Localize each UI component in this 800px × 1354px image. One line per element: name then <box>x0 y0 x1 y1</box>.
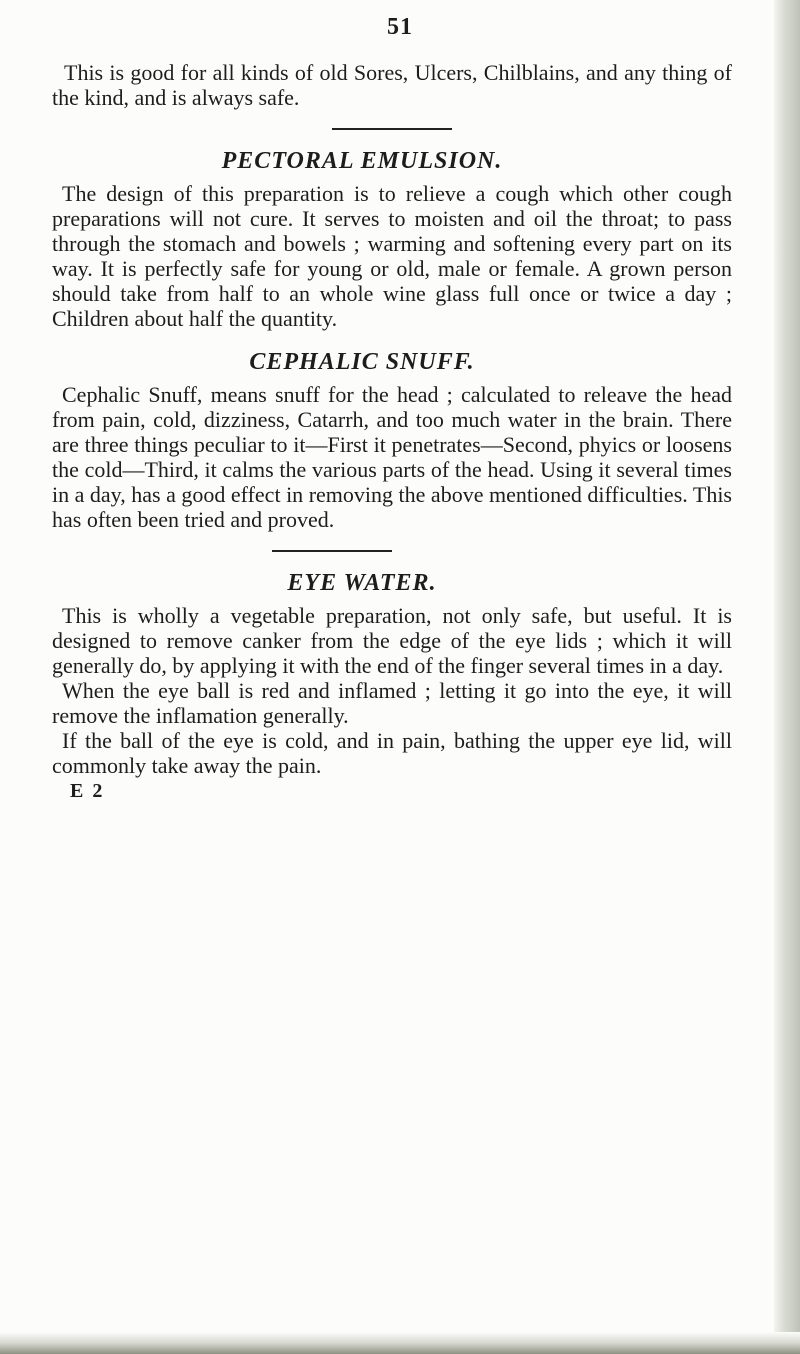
section-heading: PECTORAL EMULSION. <box>221 148 503 174</box>
section-heading: CEPHALIC SNUFF. <box>249 349 475 375</box>
section-cephalic-snuff <box>52 349 732 532</box>
section-paragraph: The design of this preparation is to relieve a cough which other cough preparations will not cure. It serves to moisten and oil the throat; to pass through the stomach and bowels ; warming and softening every part on its way. It is perfectly safe for young or old, male or female. A grown person should take from half to an whole wine glass full once or twice a day ; Children about half the quantity. <box>52 181 732 331</box>
section-paragraph: This is wholly a vegetable preparation, not only safe, but useful. It is designed to remove canker from the edge of the eye lids ; which it will generally do, by applying it with the end of the finger several times in a day. <box>52 603 732 678</box>
section-heading: EYE WATER. <box>287 570 437 596</box>
section-eye-water <box>52 570 732 778</box>
page-content <box>52 60 732 803</box>
section-pectoral-emulsion <box>52 148 732 331</box>
section-paragraph: If the ball of the eye is cold, and in pain, bathing the upper eye lid, will commonly take away the pain. <box>52 728 732 778</box>
section-divider <box>332 128 452 130</box>
section-divider <box>272 550 392 552</box>
intro-paragraph: This is good for all kinds of old Sores, Ulcers, Chilblains, and any thing of the kind, and is always safe. <box>52 60 732 110</box>
section-paragraph: When the eye ball is red and inflamed ; letting it go into the eye, it will remove the inflamation generally. <box>52 678 732 728</box>
page-number: 51 <box>387 14 413 40</box>
scan-bottom-edge <box>0 1332 800 1354</box>
printer-signature-mark: E 2 <box>70 780 105 802</box>
section-paragraph: Cephalic Snuff, means snuff for the head ; calculated to releave the head from pain, cold, dizziness, Catarrh, and too much water in the brain. There are three things peculiar to it—First it penetrates—Second, phyics or loosens the cold—Third, it calms the various parts of the head. Using it several times in a day, has a good effect in removing the above mentioned difficulties. This has often been tried and proved. <box>52 382 732 532</box>
scan-edge-shadow <box>774 0 800 1354</box>
